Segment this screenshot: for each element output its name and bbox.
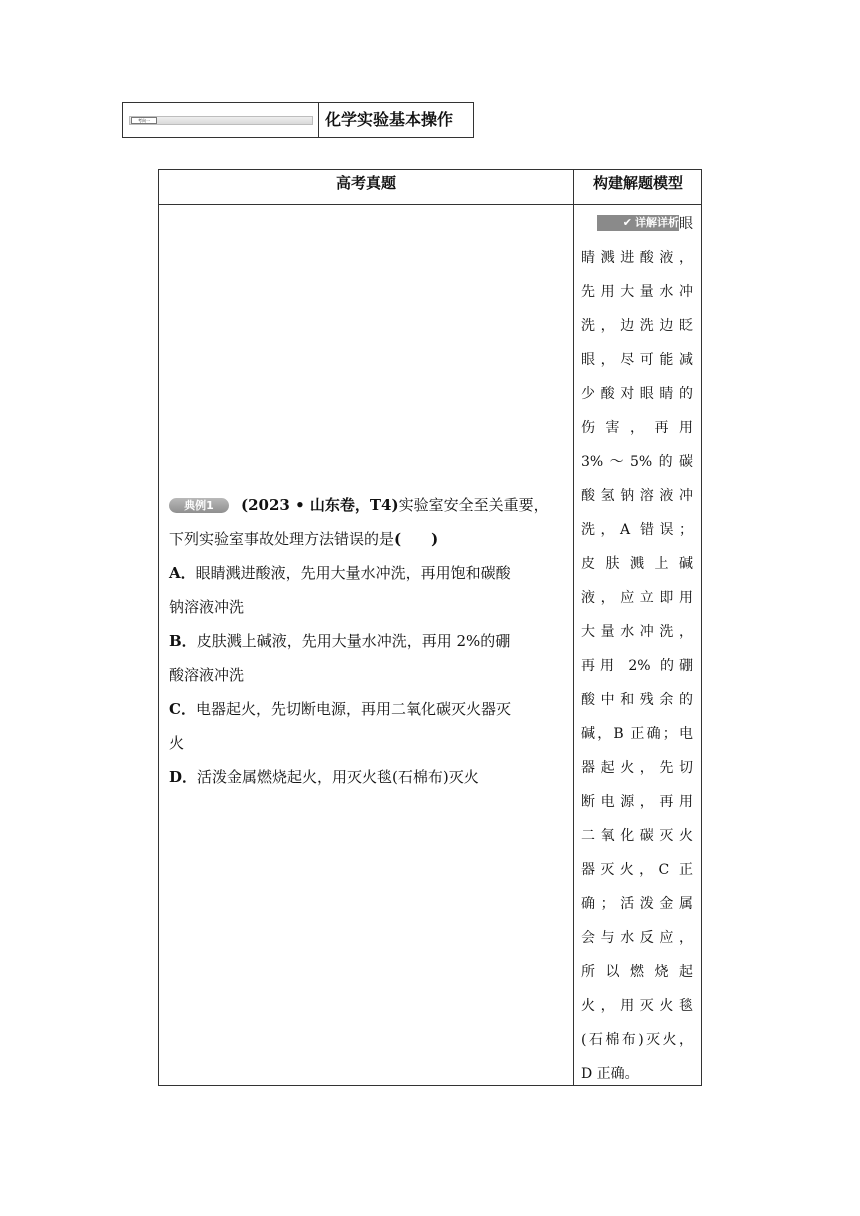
topic-bar	[122, 102, 474, 138]
analysis-line: 会与水反应，	[581, 930, 693, 946]
topic-tag: 考向一	[131, 117, 157, 124]
option-a	[169, 556, 567, 590]
option-c-cont: 火	[169, 734, 185, 752]
topic-banner	[123, 103, 319, 137]
question-table	[158, 169, 702, 1086]
header-exam-questions: 高考真题	[335, 174, 396, 192]
option-b	[169, 624, 567, 658]
analysis-line: 3%～5%的碳	[581, 454, 693, 470]
analysis-line: 再用 2% 的硼	[581, 658, 693, 674]
analysis-line: 火，用灭火毯	[581, 998, 693, 1014]
option-label: C．	[169, 700, 196, 718]
analysis-line: 先用大量水冲	[581, 284, 693, 300]
option-label: A．	[169, 564, 196, 582]
analysis-line: 确；活泼金属	[581, 896, 693, 912]
analysis-line: 洗，A 错误；	[581, 522, 693, 538]
detail-badge-label: 详解详析	[635, 216, 679, 229]
analysis-block	[581, 207, 693, 1091]
option-c	[169, 692, 567, 726]
analysis-line: 伤害，再用	[581, 420, 693, 436]
option-label: D．	[169, 768, 198, 786]
analysis-line: 皮肤溅上碱	[581, 556, 693, 572]
question-line-1	[169, 488, 567, 522]
analysis-line: 液，应立即用	[581, 590, 693, 606]
detail-analysis-badge	[597, 215, 679, 231]
analysis-text: 眼	[679, 216, 693, 232]
question-stem-part2: 下列实验室事故处理方法错误的是	[169, 530, 395, 548]
analysis-line: D 正确。	[581, 1066, 639, 1082]
option-text: 眼睛溅进酸液，先用大量水冲洗，再用饱和碳酸	[195, 564, 511, 582]
table-header-row	[159, 170, 701, 205]
analysis-line	[581, 207, 693, 241]
analysis-line: (石棉布)灭火，	[581, 1032, 693, 1048]
option-text: 电器起火，先切断电源，再用二氧化碳灭火器灭	[195, 700, 511, 718]
topic-title: 化学实验基本操作	[325, 110, 454, 129]
question-block	[169, 488, 567, 794]
analysis-line: 少酸对眼睛的	[581, 386, 693, 402]
option-text: 皮肤溅上碱液，先用大量水冲洗，再用 2%的硼	[196, 632, 511, 650]
analysis-line: 酸中和残余的	[581, 692, 693, 708]
question-line-2	[169, 522, 567, 556]
option-b-cont: 酸溶液冲洗	[169, 666, 245, 684]
answer-parentheses: ( )	[394, 530, 439, 548]
analysis-line: 所以燃烧起	[581, 964, 693, 980]
option-a-cont: 钠溶液冲洗	[169, 598, 245, 616]
analysis-line: 二氧化碳灭火	[581, 828, 693, 844]
option-d	[169, 760, 567, 794]
header-solution-model: 构建解题模型	[592, 174, 683, 192]
question-source: (2023 • 山东卷，T4)	[241, 496, 399, 514]
analysis-line: 眼，尽可能减	[581, 352, 693, 368]
analysis-line: 酸氢钠溶液冲	[581, 488, 693, 504]
column-divider	[573, 170, 574, 1085]
check-icon: ✔	[622, 216, 632, 229]
analysis-line: 洗，边洗边眨	[581, 318, 693, 334]
analysis-line: 器灭火，C 正	[581, 862, 693, 878]
analysis-line: 器起火，先切	[581, 760, 693, 776]
example-badge: 典例1	[169, 498, 229, 513]
analysis-line: 睛溅进酸液，	[581, 250, 693, 266]
analysis-line: 大量水冲洗，	[581, 624, 693, 640]
analysis-line: 断电源，再用	[581, 794, 693, 810]
question-stem-part1: 实验室安全至关重要，	[398, 496, 549, 514]
option-label: B．	[169, 632, 197, 650]
option-text: 活泼金属燃烧起火，用灭火毯(石棉布)灭火	[197, 768, 479, 786]
analysis-line: 碱，B 正确；电	[581, 726, 693, 742]
